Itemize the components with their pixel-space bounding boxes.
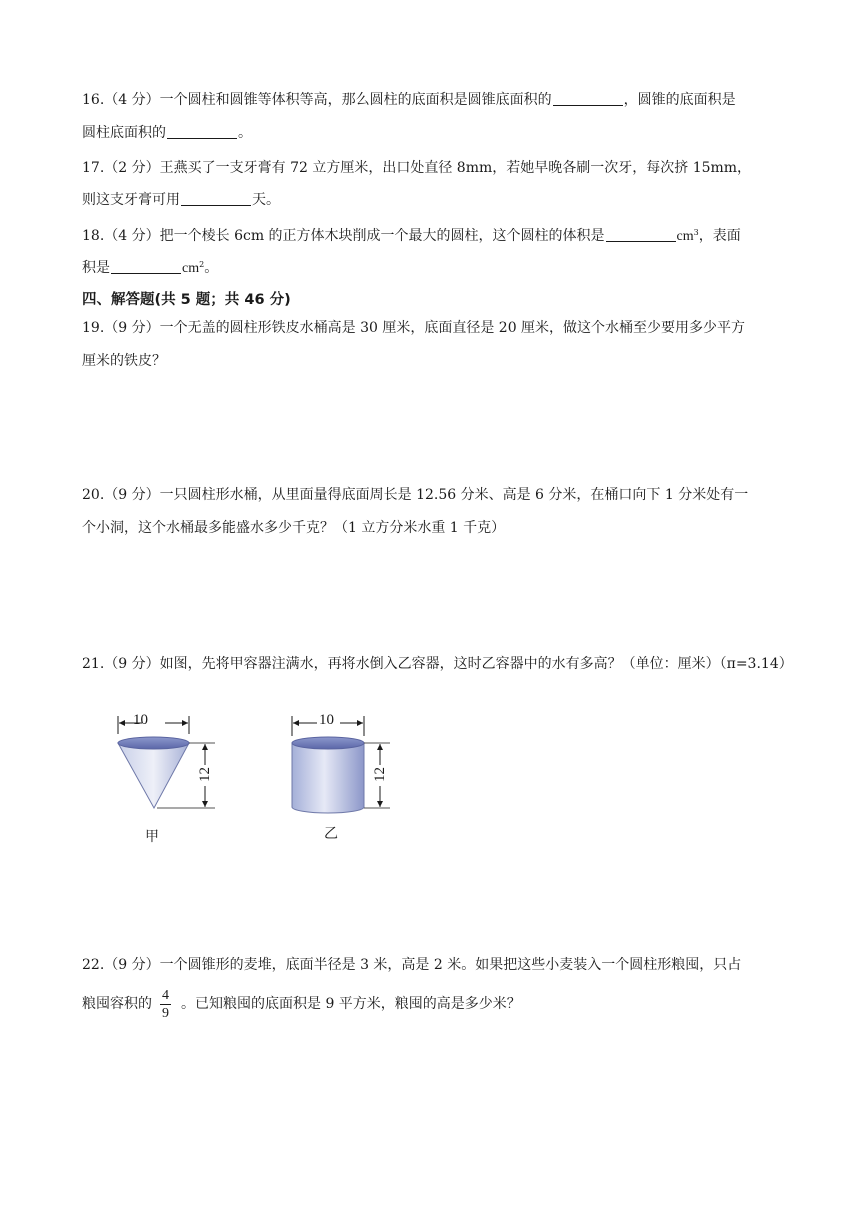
q18-unit-2-sup: 2 [199, 260, 205, 269]
q17-text-b: 天。 [252, 192, 280, 208]
q16-blank-2[interactable] [167, 124, 237, 139]
q22-line-2 [82, 984, 521, 1024]
q20-line-2: 个小洞，这个水桶最多能盛水多少千克？（1 立方分米水重 1 千克） [82, 520, 506, 536]
q17-text-a: 则这支牙膏可用 [82, 192, 180, 208]
q21-line-1: 21.（9 分）如图，先将甲容器注满水，再将水倒入乙容器，这时乙容器中的水有多高？（单位：厘米）（π=3.14） [82, 656, 793, 672]
q16-text-d: 。 [238, 125, 252, 141]
q18-unit-2: cm [182, 261, 200, 276]
q19-line-2: 厘米的铁皮？ [82, 353, 166, 369]
q16-text-b: ，圆锥的底面积是 [623, 92, 736, 108]
cone-width-label: 10 [133, 712, 148, 728]
q18-text-b: ，表面 [698, 228, 741, 244]
q19-line-1: 19.（9 分）一个无盖的圆柱形铁皮水桶高是 30 厘米，底面直径是 20 厘米，做这个水桶至少要用多少平方 [82, 320, 746, 336]
q20-line-1: 20.（9 分）一只圆柱形水桶，从里面量得底面周长是 12.56 分米、高是 6 分米，在桶口向下 1 分米处有一 [82, 487, 749, 503]
q17-blank[interactable] [181, 191, 251, 206]
q18-line-1 [82, 226, 741, 247]
cylinder-width-label: 10 [319, 712, 334, 728]
q16-text-c: 圆柱底面积的 [82, 125, 166, 141]
q22-denominator: 9 [162, 1005, 169, 1021]
q22-text-a: 粮囤容积的 [82, 996, 152, 1012]
q22-numerator: 4 [162, 987, 169, 1003]
q18-unit-1-sup: 3 [693, 228, 699, 237]
cylinder-figure [282, 710, 412, 820]
q22-line-1: 22.（9 分）一个圆锥形的麦堆，底面半径是 3 米，高是 2 米。如果把这些小麦装入一个圆柱形粮囤，只占 [82, 957, 742, 973]
q22-text-b: 。已知粮囤的底面积是 9 平方米，粮囤的高是多少米？ [181, 996, 521, 1012]
q16-line-2 [82, 123, 252, 143]
q16-text-a: 16.（4 分）一个圆柱和圆锥等体积等高，那么圆柱的底面积是圆锥底面积的 [82, 92, 552, 108]
q17-line-1: 17.（2 分）王燕买了一支牙膏有 72 立方厘米，出口处直径 8mm，若她早晚各刷一次牙，每次挤 15mm， [82, 160, 752, 176]
q17-line-2 [82, 190, 280, 210]
cone-caption: 甲 [145, 829, 159, 845]
q22-fraction [160, 987, 171, 1022]
cone-figure [105, 710, 235, 820]
cylinder-height-label: 12 [372, 767, 388, 782]
q18-unit-1: cm [676, 229, 694, 244]
section-heading: 四、解答题(共 5 题；共 46 分) [82, 292, 291, 308]
q18-text-d: 。 [204, 260, 219, 276]
cylinder-caption: 乙 [324, 826, 338, 842]
q18-blank-1[interactable] [606, 227, 676, 242]
q18-line-2 [82, 258, 218, 279]
q16-line-1 [82, 90, 736, 110]
cone-height-label: 12 [197, 767, 213, 782]
q18-text-c: 积是 [82, 260, 110, 276]
q16-blank-1[interactable] [553, 91, 623, 106]
q18-blank-2[interactable] [111, 259, 181, 274]
q18-text-a: 18.（4 分）把一个棱长 6cm 的正方体木块削成一个最大的圆柱，这个圆柱的体积是 [82, 228, 605, 244]
